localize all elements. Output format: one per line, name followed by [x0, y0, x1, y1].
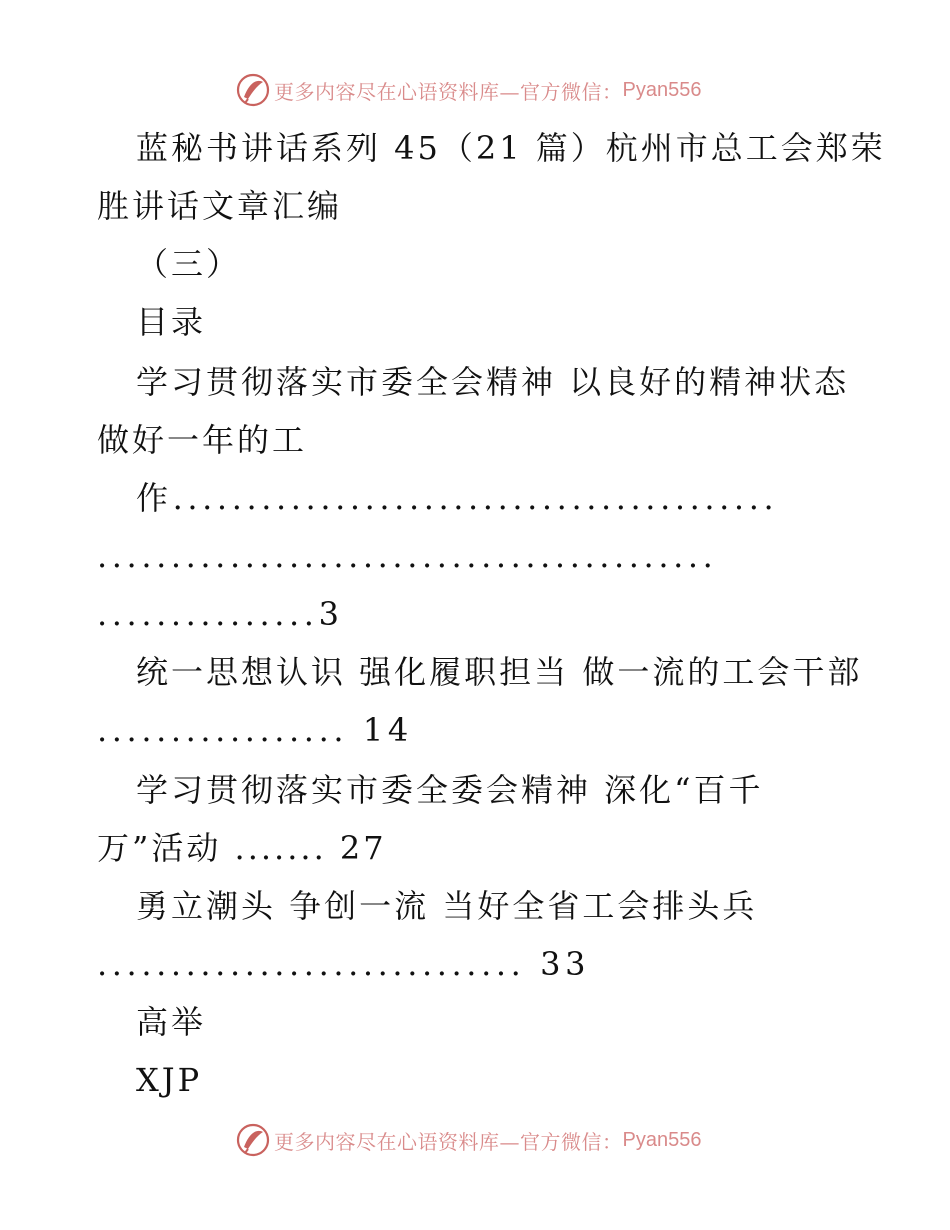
watermark-wechat-id: Pyan556 — [622, 1128, 702, 1151]
toc-entry-1-line-2: 做好一年的工 — [97, 421, 308, 459]
title-line-2: 胜讲话文章汇编 — [97, 187, 343, 225]
footer-watermark — [236, 1122, 701, 1158]
toc-entry-1-line-5: ...............3 — [97, 595, 344, 633]
watermark-text: 更多内容尽在心语资料库—官方微信： — [274, 1129, 623, 1154]
toc-entry-4-line-1: 勇立潮头 争创一流 当好全省工会排头兵 — [136, 887, 758, 925]
toc-entry-1-line-1: 学习贯彻落实市委全会精神 以良好的精神状态 — [136, 363, 850, 401]
toc-entry-3-line-1: 学习贯彻落实市委全委会精神 深化“百千 — [136, 771, 764, 809]
watermark-text: 更多内容尽在心语资料库—官方微信： — [274, 79, 623, 104]
header-watermark — [236, 72, 701, 108]
toc-entry-2-line-1: 统一思想认识 强化履职担当 做一流的工会干部 — [136, 653, 863, 691]
toc-entry-1-line-3: 作......................................... — [136, 479, 779, 517]
toc-entry-2-line-2: ................. 14 — [97, 711, 413, 749]
volume-label: （三） — [136, 245, 242, 283]
toc-entry-3-line-2: 万”活动 ....... 27 — [97, 829, 387, 867]
toc-entry-1-line-4: .......................................... — [97, 537, 718, 575]
toc-heading: 目录 — [136, 303, 207, 341]
pen-logo-icon — [236, 73, 270, 107]
pen-logo-icon — [236, 1123, 270, 1157]
watermark-wechat-id: Pyan556 — [622, 78, 702, 101]
title-line-1: 蓝秘书讲话系列 45（21 篇）杭州市总工会郑荣 — [136, 129, 886, 167]
toc-entry-4-line-2: ............................. 33 — [97, 945, 591, 983]
trailing-text-2: XJP — [136, 1061, 203, 1099]
trailing-text-1: 高举 — [136, 1003, 207, 1041]
